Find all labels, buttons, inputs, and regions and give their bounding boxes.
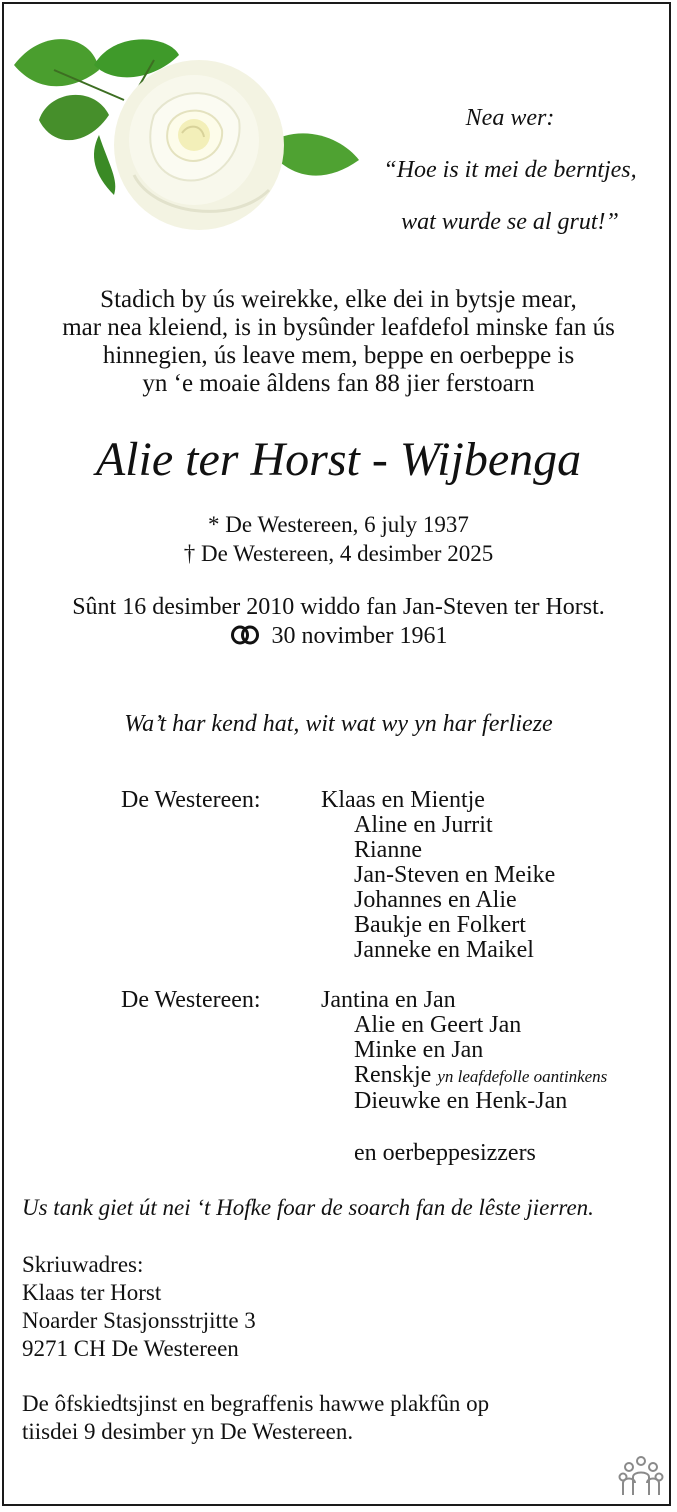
life-dates: [0, 510, 677, 568]
address-street: Noarder Stasjonsstrjitte 3: [22, 1308, 256, 1333]
intro-text: [0, 286, 677, 398]
great-grandchildren: en oerbeppesizzers: [354, 1140, 536, 1166]
family-lead: Jantina en Jan: [321, 987, 456, 1013]
motto: Wa’t har kend hat, wit wat wy yn har ferlieze: [124, 711, 553, 737]
list-item: Rianne: [354, 837, 422, 863]
family-lead: Klaas en Mientje: [321, 787, 485, 813]
widow-info: [0, 593, 677, 651]
thanks-note: Us tank giet út nei ‘t Hofke foar de soarch fan de lêste jierren.: [22, 1195, 594, 1220]
quote-line: “Hoe is it mei de berntjes,: [383, 157, 637, 183]
address-city: 9271 CH De Westereen: [22, 1336, 239, 1361]
married-date: 30 novimber 1961: [271, 623, 448, 649]
list-item: Jan-Steven en Meike: [354, 862, 556, 888]
list-item: Johannes en Alie: [354, 887, 517, 913]
married-line: [0, 622, 677, 651]
correspondence-address: [22, 1251, 256, 1363]
list-item: Dieuwke en Henk-Jan: [354, 1088, 568, 1114]
family-place: De Westereen:: [121, 987, 261, 1013]
memory-note: yn leafdefolle oantinkens: [437, 1067, 608, 1086]
list-item: Alie en Geert Jan: [354, 1012, 522, 1038]
intro-line: Stadich by ús weirekke, elke dei in bytsje mear,: [100, 286, 577, 313]
death-date: † De Westereen, 4 desimber 2025: [183, 541, 494, 566]
address-heading: Skriuwadres:: [22, 1252, 144, 1277]
address-name: Klaas ter Horst: [22, 1280, 162, 1305]
widow-line: Sûnt 16 desimber 2010 widdo fan Jan-Steven ter Horst.: [72, 594, 605, 620]
service-line: De ôfskiedtsjinst en begraffenis hawwe plakfûn op: [22, 1391, 490, 1416]
list-item: [354, 1063, 607, 1089]
opening-quote: [340, 92, 677, 248]
intro-line: hinnegien, ús leave mem, beppe en oerbeppe is: [102, 342, 575, 369]
family-place: De Westereen:: [121, 787, 261, 813]
service-info: [22, 1390, 489, 1446]
white-rose-illustration: [4, 25, 360, 240]
list-item: Baukje en Folkert: [354, 912, 526, 938]
wedding-rings-icon: [230, 625, 260, 645]
family-members: [354, 813, 555, 963]
service-line: tiisdei 9 desimber yn De Westereen.: [22, 1419, 354, 1444]
deceased-name: Alie ter Horst - Wijbenga: [95, 433, 582, 486]
birth-date: * De Westereen, 6 july 1937: [208, 512, 469, 537]
intro-line: mar nea kleiend, is in bysûnder leafdefol minske fan ús: [62, 314, 615, 341]
member-name: Renskje: [354, 1062, 432, 1088]
list-item: Minke en Jan: [354, 1037, 484, 1063]
quote-line: Nea wer:: [465, 105, 555, 131]
list-item: Janneke en Maikel: [354, 937, 534, 963]
intro-line: yn ‘e moaie âldens fan 88 jier ferstoarn: [142, 370, 535, 397]
family-members: [354, 1013, 607, 1114]
list-item: Aline en Jurrit: [354, 812, 493, 838]
people-group-logo-icon: [617, 1455, 665, 1497]
quote-line: wat wurde se al grut!”: [401, 209, 619, 235]
